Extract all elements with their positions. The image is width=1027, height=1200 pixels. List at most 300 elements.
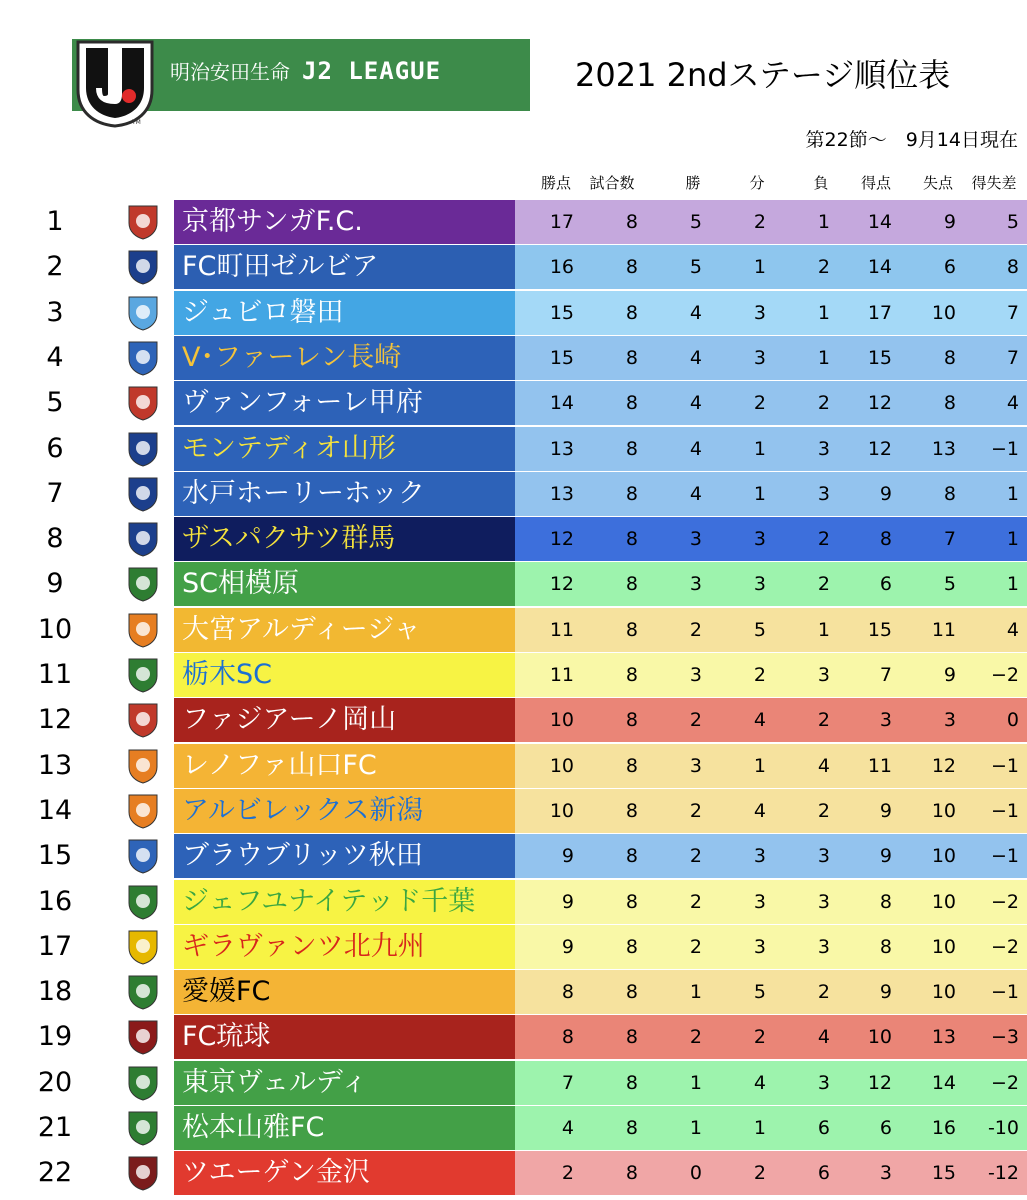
cell-draws: 3 (753, 528, 766, 551)
cell-goals-for: 15 (867, 346, 892, 369)
cell-points: 13 (549, 482, 574, 505)
team-stats (515, 1015, 1027, 1059)
rank-number: 3 (46, 296, 64, 328)
table-row (0, 698, 1027, 742)
rank-number: 7 (46, 477, 64, 509)
j-league-logo-icon (74, 38, 156, 130)
cell-points: 4 (561, 1117, 574, 1139)
cell-played: 8 (625, 437, 638, 460)
cell-losses: 3 (817, 1071, 830, 1094)
team-stats (515, 744, 1027, 788)
cell-points: 11 (549, 664, 574, 686)
cell-played: 8 (625, 754, 638, 777)
cell-draws: 3 (753, 890, 766, 913)
cell-wins: 2 (689, 709, 702, 732)
cell-wins: 2 (689, 1026, 702, 1049)
team-name: SC相模原 (174, 562, 515, 606)
rank-number: 14 (37, 794, 73, 826)
rank-number: 8 (46, 523, 64, 555)
cell-draws: 3 (753, 301, 766, 324)
kyoto-emblem-icon (123, 203, 163, 241)
cell-played: 8 (625, 890, 638, 913)
cell-goals-for: 10 (867, 1026, 892, 1049)
kitakyushu-emblem-icon (123, 928, 163, 966)
cell-points: 12 (549, 528, 574, 551)
cell-draws: 3 (753, 573, 766, 596)
cell-goals-for: 3 (879, 1162, 892, 1185)
cell-draws: 1 (753, 1117, 766, 1139)
cell-points: 10 (549, 799, 574, 822)
rank-number: 9 (46, 568, 64, 600)
cell-goal-difference: −2 (990, 1071, 1019, 1094)
cell-goals-for: 8 (879, 935, 892, 958)
cell-goal-difference: 4 (1006, 618, 1019, 641)
table-row (0, 562, 1027, 606)
cell-draws: 2 (753, 1162, 766, 1185)
rank-number: 18 (37, 976, 73, 1008)
cell-points: 10 (549, 709, 574, 732)
cell-losses: 2 (817, 709, 830, 732)
cell-losses: 1 (817, 211, 830, 233)
cell-losses: 1 (817, 301, 830, 324)
team-stats (515, 834, 1027, 878)
cell-goals-for: 9 (879, 799, 892, 822)
cell-goal-difference: 4 (1006, 392, 1019, 415)
cell-draws: 1 (753, 482, 766, 505)
cell-goals-for: 17 (867, 301, 892, 324)
cell-goal-difference: −2 (990, 935, 1019, 958)
cell-points: 9 (561, 890, 574, 913)
cell-wins: 4 (689, 437, 702, 460)
team-stats (515, 1106, 1027, 1150)
rank-number: 16 (37, 885, 73, 917)
team-name: 愛媛FC (174, 970, 515, 1014)
team-name: 京都サンガF.C. (174, 200, 515, 244)
cell-wins: 4 (689, 392, 702, 415)
team-stats (515, 200, 1027, 244)
team-stats (515, 245, 1027, 289)
header-goals-for: 得点 (860, 174, 892, 192)
cell-goal-difference: 1 (1006, 573, 1019, 596)
svg-text:TM: TM (132, 119, 141, 126)
cell-played: 8 (625, 664, 638, 686)
cell-wins: 3 (689, 754, 702, 777)
cell-losses: 3 (817, 935, 830, 958)
cell-played: 8 (625, 935, 638, 958)
cell-goals-against: 13 (931, 1026, 956, 1049)
team-name: 大宮アルディージャ (174, 608, 515, 652)
cell-goals-against: 10 (931, 981, 956, 1004)
mito-emblem-icon (123, 475, 163, 513)
team-stats (515, 970, 1027, 1014)
cell-losses: 1 (817, 346, 830, 369)
team-stats (515, 608, 1027, 652)
cell-goal-difference: 1 (1006, 482, 1019, 505)
table-row (0, 245, 1027, 289)
team-stats (515, 1061, 1027, 1105)
cell-wins: 2 (689, 618, 702, 641)
ryukyu-emblem-icon (123, 1018, 163, 1056)
header-goal-difference: 得失差 (971, 174, 1017, 192)
cell-draws: 2 (753, 1026, 766, 1049)
team-stats (515, 291, 1027, 335)
cell-draws: 4 (753, 799, 766, 822)
team-stats (515, 472, 1027, 516)
cell-points: 15 (549, 346, 574, 369)
team-stats (515, 698, 1027, 742)
cell-draws: 1 (753, 754, 766, 777)
cell-draws: 1 (753, 437, 766, 460)
cell-losses: 1 (817, 618, 830, 641)
team-stats (515, 427, 1027, 471)
cell-played: 8 (625, 482, 638, 505)
matsumoto-emblem-icon (123, 1109, 163, 1147)
team-name: アルビレックス新潟 (174, 789, 515, 833)
chiba-emblem-icon (123, 883, 163, 921)
sponsor-name: 明治安田生命 (170, 60, 290, 84)
cell-played: 8 (625, 799, 638, 822)
table-row (0, 1061, 1027, 1105)
cell-wins: 1 (689, 981, 702, 1004)
cell-draws: 3 (753, 935, 766, 958)
team-name: 東京ヴェルディ (174, 1061, 515, 1105)
matchday-date: 第22節～ 9月14日現在 (805, 129, 1018, 151)
league-label: J2 LEAGUE (302, 57, 442, 85)
cell-played: 8 (625, 1117, 638, 1139)
cell-points: 14 (549, 392, 574, 415)
ehime-emblem-icon (123, 973, 163, 1011)
header-points: 勝点 (540, 174, 572, 192)
kofu-emblem-icon (123, 384, 163, 422)
cell-goals-against: 10 (931, 935, 956, 958)
rank-number: 17 (37, 930, 73, 962)
table-row (0, 200, 1027, 244)
machida-emblem-icon (123, 248, 163, 286)
cell-played: 8 (625, 1026, 638, 1049)
cell-wins: 5 (689, 256, 702, 279)
gunma-emblem-icon (123, 520, 163, 558)
cell-goals-against: 12 (931, 754, 956, 777)
cell-points: 12 (549, 573, 574, 596)
team-name: モンテディオ山形 (174, 427, 515, 471)
cell-goals-against: 10 (931, 890, 956, 913)
cell-losses: 2 (817, 256, 830, 279)
team-name: 水戸ホーリーホック (174, 472, 515, 516)
team-name: ファジアーノ岡山 (174, 698, 515, 742)
rank-number: 1 (46, 206, 64, 237)
cell-losses: 4 (817, 1026, 830, 1049)
tochigi-emblem-icon (123, 656, 163, 694)
cell-points: 11 (549, 618, 574, 641)
cell-goal-difference: −2 (990, 664, 1019, 686)
table-row (0, 925, 1027, 969)
team-name: FC琉球 (174, 1015, 515, 1059)
page-title: 2021 2ndステージ順位表 (575, 56, 951, 94)
cell-goals-for: 6 (879, 1117, 892, 1139)
cell-goals-against: 10 (931, 301, 956, 324)
rank-number: 13 (37, 749, 73, 781)
cell-goals-against: 3 (943, 709, 956, 732)
cell-goal-difference: −1 (990, 799, 1019, 822)
cell-goal-difference: −1 (990, 845, 1019, 868)
cell-played: 8 (625, 211, 638, 233)
team-name: 松本山雅FC (174, 1106, 515, 1150)
cell-wins: 3 (689, 528, 702, 551)
team-stats (515, 925, 1027, 969)
cell-wins: 4 (689, 346, 702, 369)
table-row (0, 789, 1027, 833)
nagasaki-emblem-icon (123, 339, 163, 377)
cell-played: 8 (625, 528, 638, 551)
header-goals-against: 失点 (922, 174, 954, 192)
cell-wins: 3 (689, 573, 702, 596)
cell-played: 8 (625, 256, 638, 279)
yamaguchi-emblem-icon (123, 747, 163, 785)
cell-draws: 2 (753, 664, 766, 686)
akita-emblem-icon (123, 837, 163, 875)
team-stats (515, 1151, 1027, 1195)
cell-played: 8 (625, 1071, 638, 1094)
table-row (0, 1015, 1027, 1059)
team-name: V･ファーレン長崎 (174, 336, 515, 380)
team-stats (515, 381, 1027, 425)
cell-points: 9 (561, 935, 574, 958)
rank-number: 6 (46, 432, 64, 464)
rank-number: 20 (37, 1066, 73, 1098)
team-name: ギラヴァンツ北九州 (174, 925, 515, 969)
cell-wins: 4 (689, 482, 702, 505)
cell-draws: 2 (753, 211, 766, 233)
team-name: ジェフユナイテッド千葉 (174, 880, 515, 924)
cell-goal-difference: 7 (1006, 346, 1019, 369)
cell-wins: 5 (689, 211, 702, 233)
table-row (0, 381, 1027, 425)
cell-goals-for: 7 (879, 664, 892, 686)
team-stats (515, 880, 1027, 924)
cell-points: 16 (549, 256, 574, 279)
cell-draws: 1 (753, 256, 766, 279)
rank-number: 11 (37, 659, 73, 690)
cell-losses: 3 (817, 482, 830, 505)
cell-goals-for: 6 (879, 573, 892, 596)
cell-wins: 2 (689, 890, 702, 913)
cell-losses: 3 (817, 437, 830, 460)
cell-played: 8 (625, 709, 638, 732)
table-row (0, 427, 1027, 471)
cell-points: 10 (549, 754, 574, 777)
cell-goals-against: 15 (931, 1162, 956, 1185)
cell-goal-difference: −3 (990, 1026, 1019, 1049)
cell-goal-difference: -10 (987, 1117, 1019, 1139)
cell-goals-for: 9 (879, 981, 892, 1004)
cell-wins: 4 (689, 301, 702, 324)
table-row (0, 834, 1027, 878)
cell-wins: 2 (689, 935, 702, 958)
iwata-emblem-icon (123, 294, 163, 332)
cell-goals-against: 6 (943, 256, 956, 279)
cell-goal-difference: −2 (990, 890, 1019, 913)
cell-goals-for: 11 (867, 754, 892, 777)
cell-goal-difference: −1 (990, 981, 1019, 1004)
team-name: レノファ山口FC (174, 744, 515, 788)
cell-losses: 3 (817, 664, 830, 686)
cell-goals-against: 10 (931, 845, 956, 868)
league-name (170, 56, 441, 85)
table-row (0, 517, 1027, 561)
cell-wins: 2 (689, 799, 702, 822)
team-stats (515, 336, 1027, 380)
cell-goal-difference: 1 (1006, 528, 1019, 551)
rank-number: 2 (46, 251, 64, 283)
team-stats (515, 653, 1027, 697)
table-row (0, 1151, 1027, 1195)
table-row (0, 880, 1027, 924)
cell-goal-difference: 0 (1006, 709, 1019, 732)
cell-goals-for: 8 (879, 890, 892, 913)
table-row (0, 744, 1027, 788)
cell-points: 9 (561, 845, 574, 868)
kanazawa-emblem-icon (123, 1154, 163, 1192)
cell-losses: 2 (817, 573, 830, 596)
cell-wins: 1 (689, 1117, 702, 1139)
cell-played: 8 (625, 618, 638, 641)
team-name: ツエーゲン金沢 (174, 1151, 515, 1195)
team-name: ザスパクサツ群馬 (174, 517, 515, 561)
cell-goals-against: 8 (943, 392, 956, 415)
cell-wins: 1 (689, 1071, 702, 1094)
cell-goal-difference: 8 (1006, 256, 1019, 279)
cell-points: 2 (561, 1162, 574, 1185)
team-stats (515, 789, 1027, 833)
rank-number: 12 (37, 704, 73, 736)
rank-number: 5 (46, 387, 64, 419)
cell-played: 8 (625, 346, 638, 369)
cell-goals-for: 12 (867, 1071, 892, 1094)
cell-goals-against: 9 (943, 664, 956, 686)
cell-draws: 5 (753, 981, 766, 1004)
cell-played: 8 (625, 845, 638, 868)
cell-goals-for: 14 (867, 256, 892, 279)
cell-wins: 0 (689, 1162, 702, 1185)
cell-draws: 3 (753, 845, 766, 868)
rank-number: 19 (37, 1021, 73, 1053)
cell-losses: 2 (817, 528, 830, 551)
cell-played: 8 (625, 573, 638, 596)
header-wins: 勝 (685, 174, 701, 192)
cell-goals-against: 8 (943, 482, 956, 505)
cell-draws: 4 (753, 709, 766, 732)
omiya-emblem-icon (123, 611, 163, 649)
okayama-emblem-icon (123, 701, 163, 739)
cell-losses: 2 (817, 799, 830, 822)
table-row (0, 1106, 1027, 1150)
team-name: ブラウブリッツ秋田 (174, 834, 515, 878)
cell-goals-for: 12 (867, 392, 892, 415)
sagamihara-emblem-icon (123, 565, 163, 603)
cell-goals-for: 9 (879, 845, 892, 868)
cell-played: 8 (625, 981, 638, 1004)
cell-points: 8 (561, 1026, 574, 1049)
yamagata-emblem-icon (123, 430, 163, 468)
cell-losses: 6 (817, 1117, 830, 1139)
team-stats (515, 517, 1027, 561)
cell-wins: 3 (689, 664, 702, 686)
cell-goal-difference: −1 (990, 754, 1019, 777)
cell-goal-difference: -12 (987, 1162, 1019, 1185)
team-name: ヴァンフォーレ甲府 (174, 381, 515, 425)
cell-draws: 3 (753, 346, 766, 369)
table-row (0, 291, 1027, 335)
cell-goals-against: 11 (931, 618, 956, 641)
team-stats (515, 562, 1027, 606)
cell-played: 8 (625, 301, 638, 324)
cell-points: 17 (549, 211, 574, 233)
table-row (0, 472, 1027, 516)
rank-number: 10 (37, 613, 73, 645)
cell-played: 8 (625, 392, 638, 415)
table-row (0, 608, 1027, 652)
cell-draws: 5 (753, 618, 766, 641)
table-row (0, 970, 1027, 1014)
cell-goals-for: 15 (867, 618, 892, 641)
team-name: 栃木SC (174, 653, 515, 697)
cell-goals-against: 8 (943, 346, 956, 369)
cell-losses: 3 (817, 890, 830, 913)
cell-points: 15 (549, 301, 574, 324)
team-name: FC町田ゼルビア (174, 245, 515, 289)
cell-goals-for: 12 (867, 437, 892, 460)
cell-wins: 2 (689, 845, 702, 868)
cell-points: 7 (561, 1071, 574, 1094)
cell-goals-for: 3 (879, 709, 892, 732)
rank-number: 4 (46, 341, 64, 373)
cell-goals-against: 10 (931, 799, 956, 822)
cell-goals-against: 7 (943, 528, 956, 551)
cell-losses: 2 (817, 392, 830, 415)
niigata-emblem-icon (123, 792, 163, 830)
cell-draws: 4 (753, 1071, 766, 1094)
cell-goals-against: 9 (943, 211, 956, 233)
cell-goals-for: 9 (879, 482, 892, 505)
cell-goals-against: 16 (931, 1117, 956, 1139)
rank-number: 21 (37, 1112, 73, 1143)
verdy-emblem-icon (123, 1064, 163, 1102)
table-row (0, 653, 1027, 697)
cell-losses: 6 (817, 1162, 830, 1185)
cell-goals-for: 8 (879, 528, 892, 551)
cell-goal-difference: 5 (1006, 211, 1019, 233)
header-draws: 分 (749, 174, 765, 192)
cell-losses: 2 (817, 981, 830, 1004)
cell-points: 13 (549, 437, 574, 460)
cell-goals-for: 14 (867, 211, 892, 233)
cell-goals-against: 13 (931, 437, 956, 460)
cell-played: 8 (625, 1162, 638, 1185)
cell-goals-against: 5 (943, 573, 956, 596)
table-row (0, 336, 1027, 380)
cell-draws: 2 (753, 392, 766, 415)
header-played: 試合数 (589, 174, 635, 192)
cell-goal-difference: 7 (1006, 301, 1019, 324)
cell-goal-difference: −1 (990, 437, 1019, 460)
cell-points: 8 (561, 981, 574, 1004)
header-losses: 負 (813, 174, 829, 192)
rank-number: 22 (37, 1157, 73, 1189)
cell-losses: 3 (817, 845, 830, 868)
team-name: ジュビロ磐田 (174, 291, 515, 335)
cell-losses: 4 (817, 754, 830, 777)
cell-goals-against: 14 (931, 1071, 956, 1094)
